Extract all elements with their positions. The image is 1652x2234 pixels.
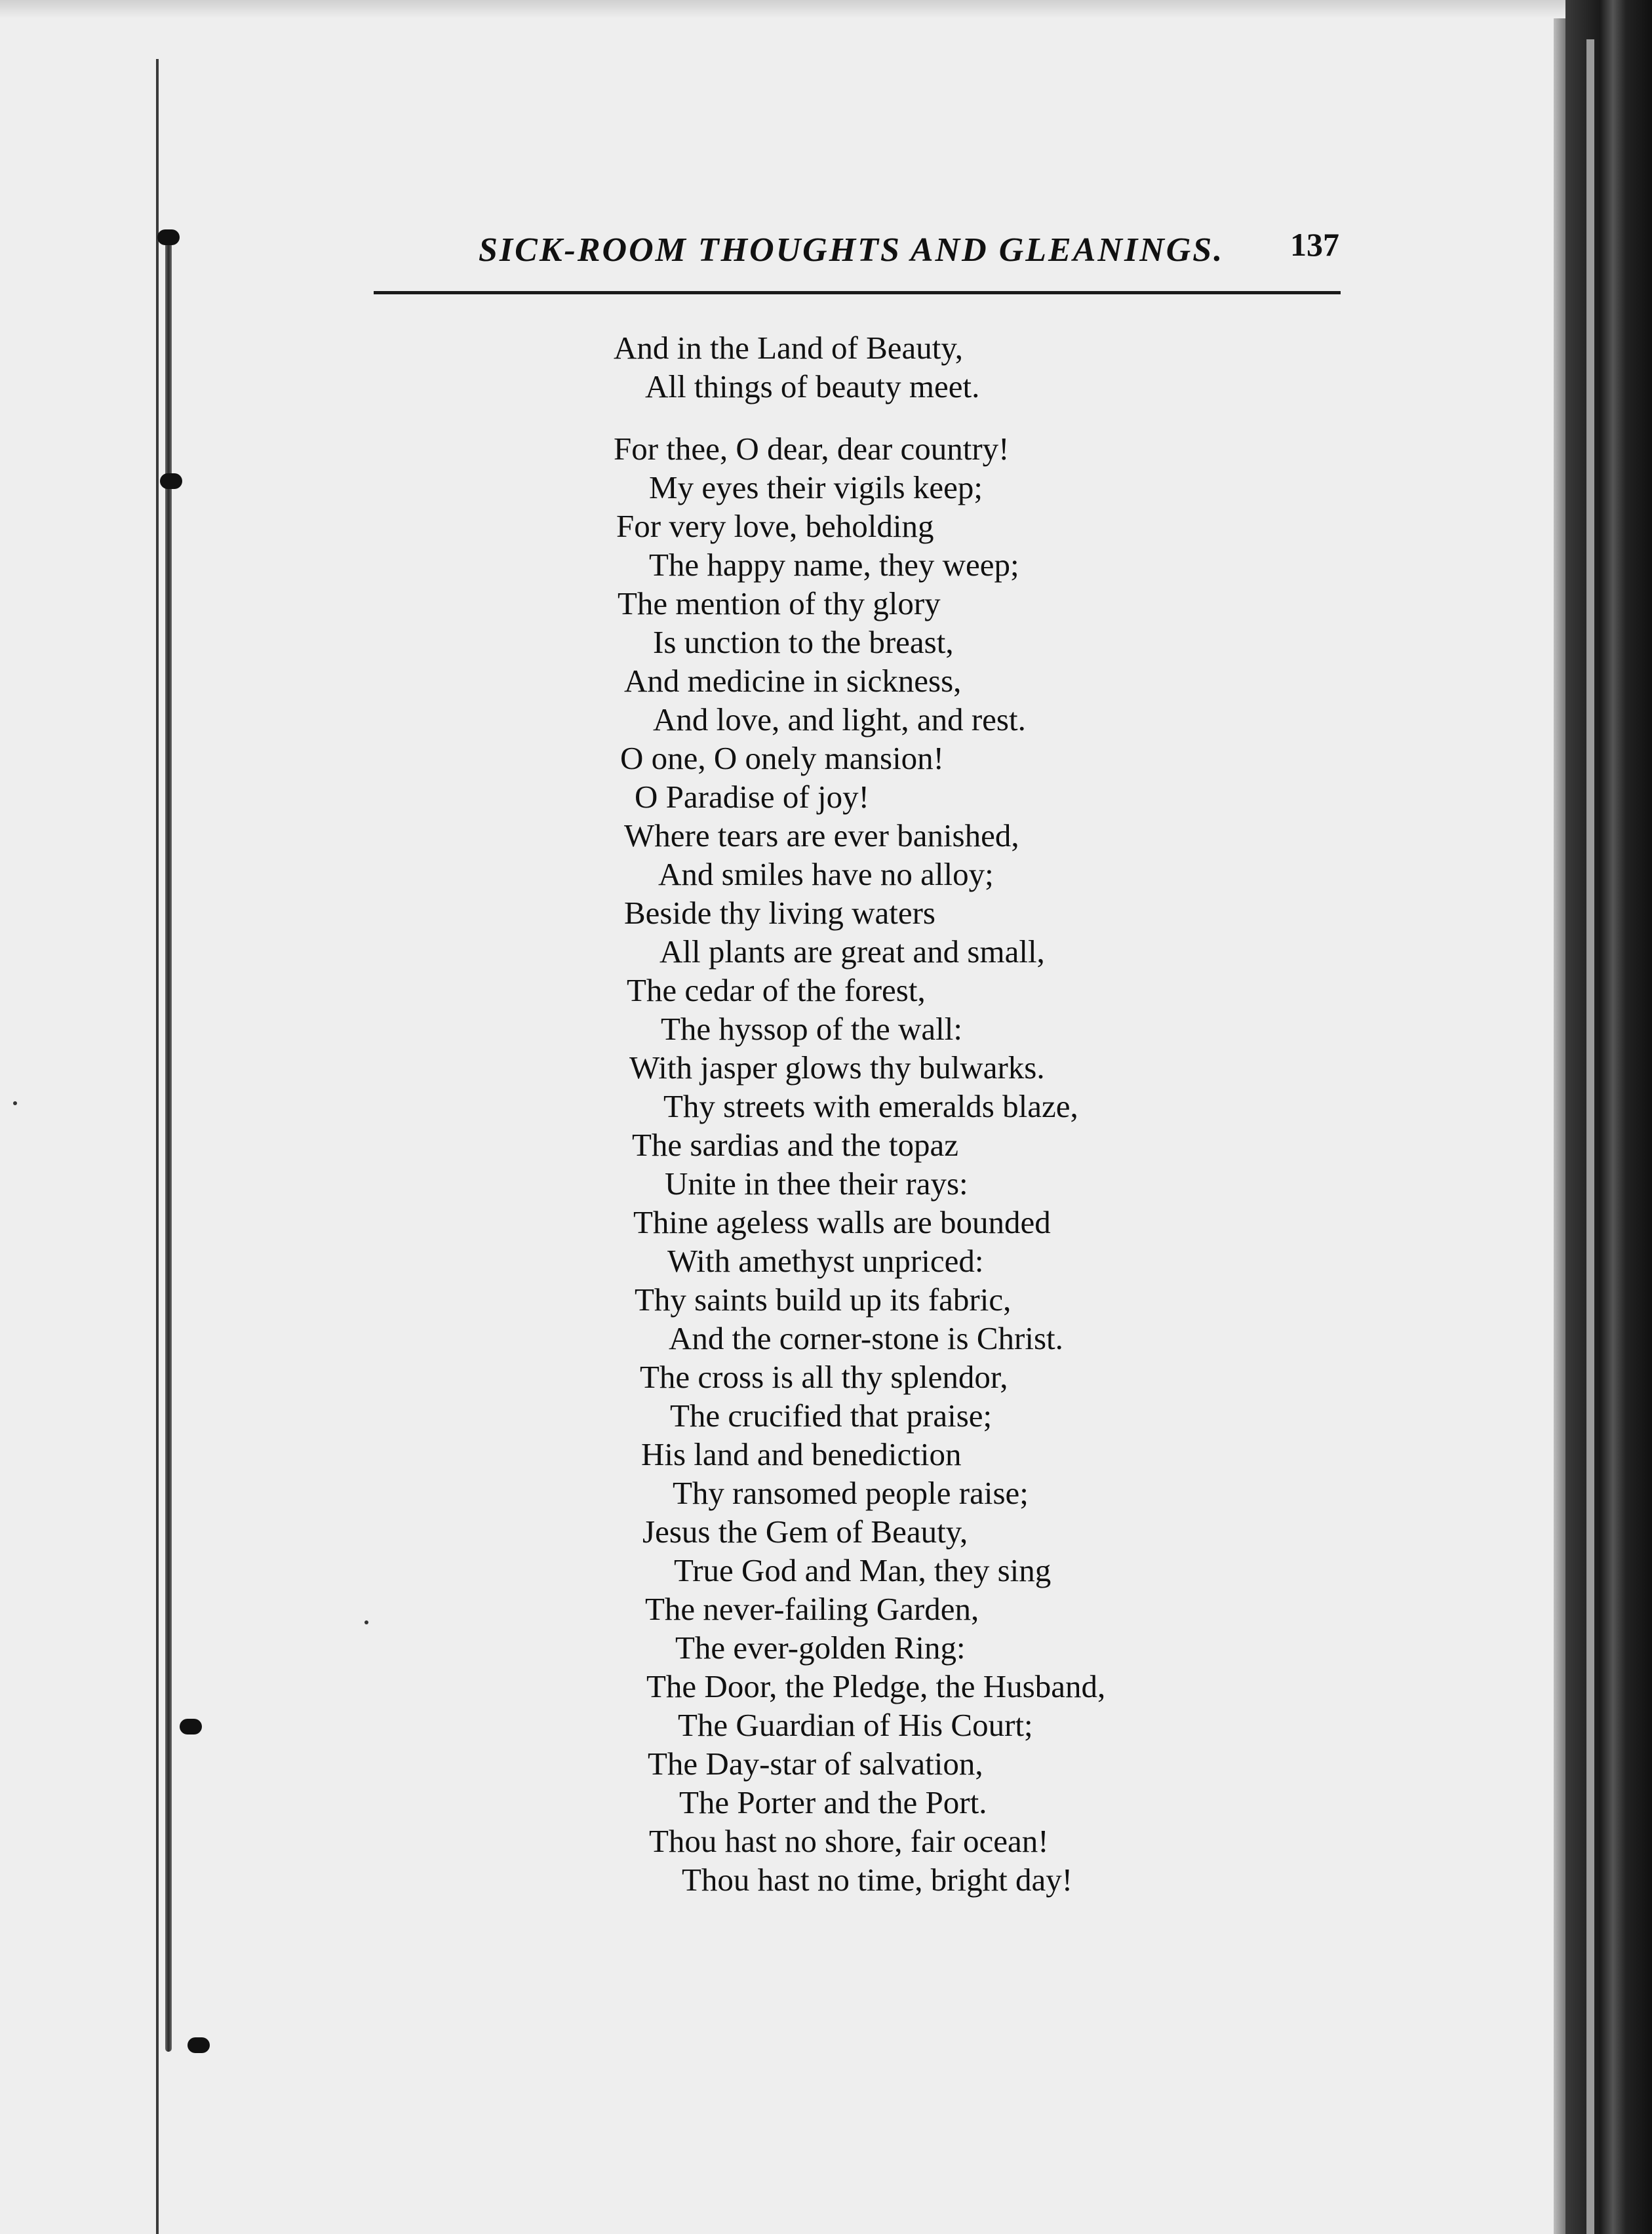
poem-line: Thine ageless walls are bounded [633,1204,1051,1240]
poem-line: And love, and light, and rest. [653,701,1026,737]
poem-line: The Guardian of His Court; [678,1707,1033,1743]
poem-line: True God and Man, they sing [674,1552,1052,1588]
poem-line: And smiles have no alloy; [658,856,994,892]
poem-line: O one, O onely mansion! [620,740,944,776]
poem-line: All things of beauty meet. [645,368,980,404]
poem-line: And the corner-stone is Christ. [669,1320,1063,1356]
poem-line: His land and benediction [641,1436,962,1472]
poem-line: And in the Land of Beauty, [614,330,963,366]
poem-line: The Door, the Pledge, the Husband, [646,1668,1106,1704]
poem-line: With amethyst unpriced: [667,1243,984,1279]
poem-line: Is unction to the breast, [653,624,954,660]
running-head: SICK-ROOM THOUGHTS AND GLEANINGS. [479,231,1225,269]
poem-line: The ever-golden Ring: [675,1630,966,1666]
poem-line: O Paradise of joy! [635,779,869,815]
poem-line: The crucified that praise; [670,1398,993,1434]
poem-line: The cedar of the forest, [627,972,926,1008]
poem-line: The happy name, they weep; [649,547,1019,583]
poem-line: Beside thy living waters [624,895,935,931]
poem-line: The never-failing Garden, [645,1591,979,1627]
poem-line: The mention of thy glory [618,585,941,621]
poem-line: Jesus the Gem of Beauty, [642,1514,968,1550]
poem-line: Unite in thee their rays: [665,1166,968,1202]
page-number: 137 [1290,226,1339,263]
poem-line: Where tears are ever banished, [624,817,1019,853]
poem-line: And medicine in sickness, [624,663,962,699]
poem-line: Thou hast no time, bright day! [682,1862,1073,1898]
poem-line: Thy ransomed people raise; [673,1475,1029,1511]
poem-line: The cross is all thy splendor, [640,1359,1008,1395]
poem-line: My eyes their vigils keep; [649,469,983,505]
poem-line: All plants are great and small, [659,933,1045,970]
poem-line: The Day-star of salvation, [648,1746,983,1782]
cover-board-highlight [1586,39,1594,2234]
poem-line: Thou hast no shore, fair ocean! [649,1823,1049,1859]
poem-line: For thee, O dear, dear country! [614,431,1010,467]
poem-line: The sardias and the topaz [632,1127,958,1163]
poem-line: For very love, beholding [616,508,934,544]
poem-line: The hyssop of the wall: [661,1011,962,1047]
book-cover-board [1565,0,1652,2234]
poem-line: The Porter and the Port. [679,1784,987,1820]
poem-line: With jasper glows thy bulwarks. [629,1049,1045,1086]
poem-line: Thy streets with emeralds blaze, [663,1088,1078,1124]
poem-line: Thy saints build up its fabric, [635,1282,1012,1318]
